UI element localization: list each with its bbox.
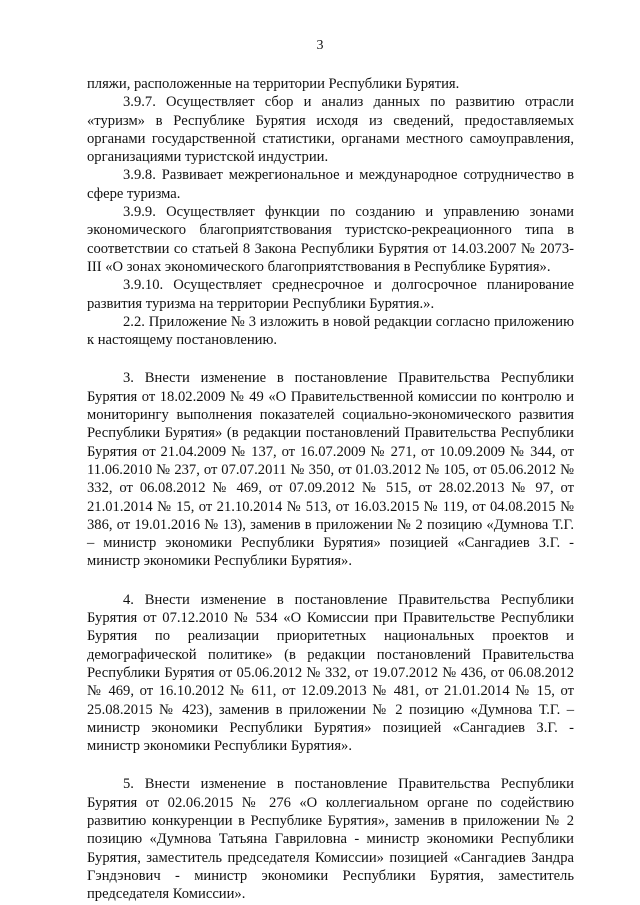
paragraph-3-9-10: 3.9.10. Осуществляет среднесрочное и долгосрочное планирование развития туризма на территории Республики Бурятия.». xyxy=(87,277,574,312)
paragraph-item-3: 3. Внести изменение в постановление Правительства Республики Бурятия от 18.02.2009 № 49 «О Правительственной комиссии по контролю и мониторингу выполнения показателей социально-экономического развития Республики Бурятия» (в редакции постановлений Правительства Республики Бурятия от 21.04.2009 № 137, от 16.07.2009 № 271, от 10.09.2009 № 344, от 11.06.2010 № 237, от 07.07.2011 № 350, от 01.03.2012 № 105, от 05.06.2012 № 332, от 06.08.2012 № 469, от 07.09.2012 № 515, от 28.02.2013 № 97, от 21.01.2014 № 15, от 21.10.2014 № 513, от 16.03.2015 № 119, от 04.08.2015 № 386, от 19.01.2016 № 13), заменив в приложении № 2 позицию «Думнова Т.Г. – министр экономики Республики Бурятия» позицией «Сангадиев З.Г. - министр экономики Республики Бурятия». xyxy=(87,370,574,570)
paragraph-item-4: 4. Внести изменение в постановление Правительства Республики Бурятия от 07.12.2010 № 534 «О Комиссии при Правительстве Республики Бурятия по реализации приоритетных национальных проектов и демографической политике» (в редакции постановлений Правительства Республики Бурятия от 05.06.2012 № 332, от 19.07.2012 № 436, от 06.08.2012 № 469, от 16.10.2012 № 611, от 12.09.2013 № 481, от 21.01.2014 № 15, от 25.08.2015 № 423), заменив в приложении № 2 позицию «Думнова Т.Г. – министр экономики Республики Бурятия» позицией «Сангадиев З.Г. - министр экономики Республики Бурятия». xyxy=(87,591,574,755)
paragraph-2-2: 2.2. Приложение № 3 изложить в новой редакции согласно приложению к настоящему постановлению. xyxy=(87,313,574,349)
paragraph-item-5: 5. Внести изменение в постановление Правительства Республики Бурятия от 02.06.2015 № 276 «О коллегиальном органе по содействию развитию конкуренции в Республике Бурятия», заменив в приложении № 2 позицию «Думнова Татьяна Гавриловна - министр экономики Республики Бурятия, заместитель председателя Комиссии» позицией «Сангадиев Зандра Гэндэнович - министр экономики Республики Бурятия, заместитель председателя Комиссии». xyxy=(87,776,574,903)
page-number: 3 xyxy=(316,38,324,53)
paragraph-3-9-7: 3.9.7. Осуществляет сбор и анализ данных по развитию отрасли «туризм» в Республике Бурятия исходя из сведений, предоставляемых органами государственной статистики, органами местного самоуправления, организациями туристской индустрии. xyxy=(87,94,574,166)
paragraph-continuation: пляжи, расположенные на территории Республики Бурятия. xyxy=(87,76,460,92)
paragraph-3-9-9: 3.9.9. Осуществляет функции по созданию и управлению зонами экономического благоприятствования туристско-рекреационного типа в соответствии со статьей 8 Закона Республики Бурятия от 14.03.2007 № 2073-III «О зонах экономического благоприятствования в Республике Бурятия». xyxy=(87,204,574,275)
document-body xyxy=(87,75,574,903)
paragraph-3-9-8: 3.9.8. Развивает межрегиональное и международное сотрудничество в сфере туризма. xyxy=(87,167,574,202)
